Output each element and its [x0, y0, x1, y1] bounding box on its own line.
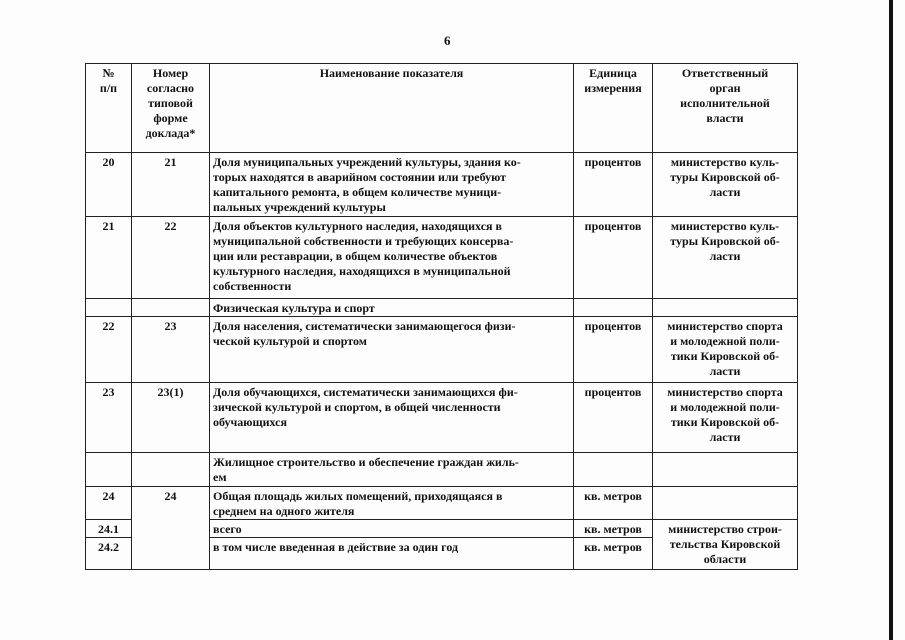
- header-unit: Единица измерения: [574, 64, 653, 153]
- section-title: Жилищное строительство и обеспечение граждан жиль- ем: [210, 453, 574, 487]
- section-row: [86, 299, 798, 317]
- table-row: [86, 383, 798, 453]
- header-form: Номер согласно типовой форме доклада*: [132, 64, 210, 153]
- row-num: 24.1: [86, 520, 132, 538]
- section-title: Физическая культура и спорт: [210, 299, 574, 317]
- row-num: 24: [86, 487, 132, 520]
- row-name: Доля населения, систематически занимающегося физи- ческой культурой и спортом: [210, 317, 574, 383]
- row-form: 22: [132, 217, 210, 299]
- row-org: министерство куль- туры Кировской об- ласти: [653, 153, 798, 217]
- row-org: министерство спорта и молодежной поли- тики Кировской об- ласти: [653, 317, 798, 383]
- indicators-table: [85, 63, 798, 570]
- row-num: 23: [86, 383, 132, 453]
- row-num: 22: [86, 317, 132, 383]
- row-form: 23(1): [132, 383, 210, 453]
- header-org: Ответственный орган исполнительной власти: [653, 64, 798, 153]
- table-row: [86, 487, 798, 520]
- table-row: [86, 153, 798, 217]
- row-name: Общая площадь жилых помещений, приходящаяся в среднем на одного жителя: [210, 487, 574, 520]
- row-name: всего: [210, 520, 574, 538]
- row-name: Доля муниципальных учреждений культуры, здания ко- торых находятся в аварийном состоянии или требуют капитального ремонта, в общем количестве муници- пальных учреждений культуры: [210, 153, 574, 217]
- row-unit: процентов: [574, 153, 653, 217]
- row-unit: процентов: [574, 317, 653, 383]
- table-row: [86, 217, 798, 299]
- table-header-row: [86, 64, 798, 153]
- row-num: 24.2: [86, 538, 132, 570]
- section-row: [86, 453, 798, 487]
- row-form: 21: [132, 153, 210, 217]
- row-unit: кв. метров: [574, 487, 653, 520]
- row-num: 20: [86, 153, 132, 217]
- row-form: 23: [132, 317, 210, 383]
- row-org: министерство куль- туры Кировской об- ласти: [653, 217, 798, 299]
- header-name: Наименование показателя: [210, 64, 574, 153]
- row-form: 24: [132, 487, 210, 570]
- row-name: Доля обучающихся, систематически занимающихся фи- зической культурой и спортом, в общей численности обучающихся: [210, 383, 574, 453]
- row-unit: кв. метров: [574, 538, 653, 570]
- table-row: [86, 317, 798, 383]
- page-number: 6: [444, 33, 451, 48]
- header-num: № п/п: [86, 64, 132, 153]
- row-name: в том числе введенная в действие за один год: [210, 538, 574, 570]
- row-num: 21: [86, 217, 132, 299]
- row-org: министерство спорта и молодежной поли- тики Кировской об- ласти: [653, 383, 798, 453]
- row-name: Доля объектов культурного наследия, находящихся в муниципальной собственности и требующих консерва- ции или реставрации, в общем количестве объектов культурного наследия, находящихся в муниципальной собственности: [210, 217, 574, 299]
- row-org: министерство строи- тельства Кировской области: [653, 520, 798, 570]
- row-unit: процентов: [574, 217, 653, 299]
- row-unit: процентов: [574, 383, 653, 453]
- scan-edge-line: [889, 0, 893, 640]
- row-unit: кв. метров: [574, 520, 653, 538]
